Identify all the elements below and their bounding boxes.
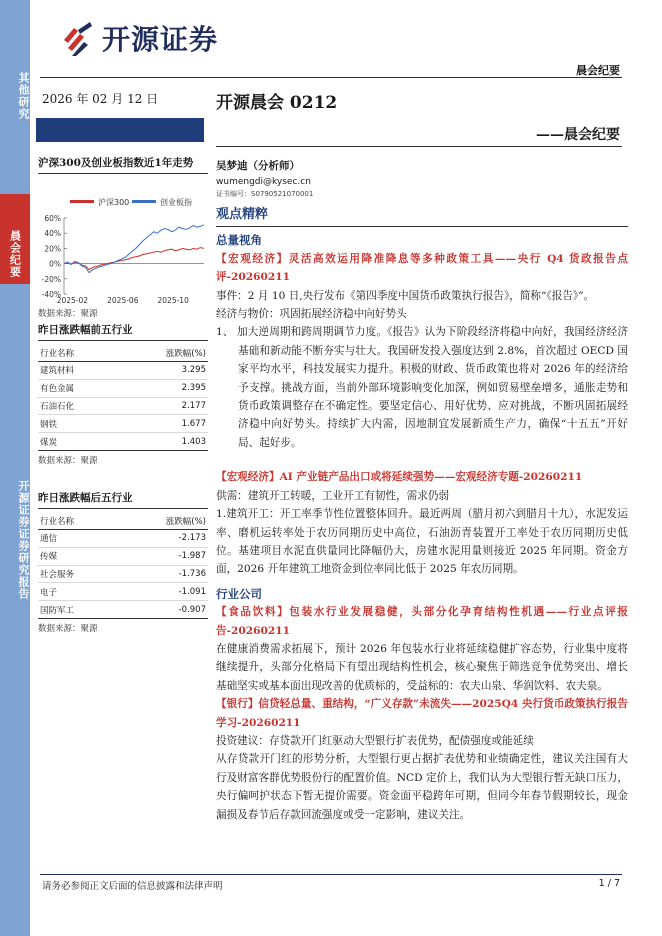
analyst-block [216, 158, 416, 199]
col-change: 涨跌幅(%) [117, 345, 208, 362]
paragraph: 供需：建筑开工转暖，工业开工有韧性，需求仍弱 [216, 489, 450, 502]
chart-source: 数据来源：聚源 [38, 309, 98, 319]
sidebar-label-report: 开源证券证券研究报告 [17, 480, 30, 600]
cell-industry: 社会服务 [38, 565, 117, 583]
col-industry: 行业名称 [38, 513, 117, 530]
main-content [216, 206, 628, 824]
analyst-name: 吴梦迪（分析师） [216, 160, 300, 172]
y-tick-label: 20% [44, 244, 61, 254]
cell-change: 3.295 [117, 362, 208, 380]
analyst-email[interactable]: wumengdi@kysec.cn [216, 177, 311, 187]
cell-change: -1.091 [117, 583, 208, 601]
title-bar [36, 118, 204, 142]
cell-change: -2.173 [117, 530, 208, 548]
cell-industry: 有色金属 [38, 379, 117, 397]
section-heading-macro: 总量视角 [216, 233, 262, 248]
col-change: 涨跌幅(%) [117, 513, 208, 530]
table-row [38, 547, 208, 565]
series-line [64, 248, 204, 270]
title-divider [216, 146, 622, 147]
y-tick-label: -40% [41, 290, 61, 299]
cell-industry: 电子 [38, 583, 117, 601]
table-row [38, 583, 208, 601]
table-row [38, 415, 208, 433]
paragraph: 1.建筑开工：开工率季节性位置整体回升。最近两周（腊月初六到腊月十九），水泥发运率、磨机运转率处于农历同期历史中高位，石油沥青装置开工率处于农历同期历史低位。基建项目水泥直供量同比降幅仍大，房建水泥用量则接近 2025 年同期。资金方面，2026 开年建筑工地资金到位率同比低于 2025 年农历同期。 [216, 508, 628, 576]
cell-change: 2.177 [117, 397, 208, 415]
list-item: 1、 加大逆周期和跨周期调节力度。《报告》认为下阶段经济将稳中向好，我国经济经济基础和新动能不断夯实与壮大。我国研发投入强度达到 2.8%，首次超过 OECD 国家平均水平，科技发展实力提升。积极的财政、货币政策也将对 2026 年的经济给予支撑。挑战方面，当前外部环境影响变化加深，例如贸易壁垒增多，通胀走势和货币政策调整存在不确定性。要坚定信心、用好优势、应对挑战，不断巩固拓展经济稳中向好势头。持续扩大内需，因地制宜发展新质生产力，确保“十五五”开好局、起好步。 [216, 326, 628, 449]
legend-swatch [70, 200, 94, 203]
report-date: 2026 年 02 月 12 日 [42, 92, 159, 106]
paragraph: 投资建议：存贷款开门红驱动大型银行扩表优势，配债强度或能延续 [216, 734, 534, 747]
cell-industry: 通信 [38, 530, 117, 548]
header-divider [40, 77, 622, 78]
section-heading-industry: 行业公司 [216, 586, 262, 601]
article-title[interactable]: 【银行】信贷轻总量、重结构，“广义存款”未流失——2025Q4 央行货币政策执行报告学习-20260211 [216, 698, 628, 729]
cell-industry: 钢铁 [38, 415, 117, 433]
cell-change: 1.403 [117, 433, 208, 451]
cell-change: -1.987 [117, 547, 208, 565]
losers-source: 数据来源：聚源 [38, 623, 98, 634]
y-tick-label: 40% [44, 229, 61, 239]
article-title[interactable]: 【宏观经济】AI 产业链产品出口或将延续强势——宏观经济专题-20260211 [216, 471, 583, 484]
chart-title: 沪深300及创业板指数近1年走势 [38, 155, 208, 174]
gainers-title: 昨日涨跌幅前五行业 [38, 322, 208, 341]
logo [58, 20, 218, 56]
section-heading-points: 观点精粹 [216, 206, 628, 227]
table-row [38, 433, 208, 451]
gainers-panel [38, 322, 208, 466]
cell-change: 2.395 [117, 379, 208, 397]
cell-change: 1.677 [117, 415, 208, 433]
paragraph: 事件：2 月 10 日,央行发布《第四季度中国货币政策执行报告》，简称“《报告》”。 [216, 289, 595, 302]
logo-text: 开源证券 [102, 23, 219, 56]
paragraph: 从存贷款开门红的形势分析，大型银行更占据扩表优势和业绩确定性，建议关注国有大行及财富客群优势股份行的配置价值。NCD 定价上，我们认为大型银行暂无缺口压力，央行偏呵护状态下暂无提价需要。资金面平稳跨年可期，但同今年春节假期较长，现金漏损及春节后存款回流强度或受一定影响，建议关注。 [216, 753, 628, 821]
cell-industry: 石油石化 [38, 397, 117, 415]
legend-label: 沪深300 [98, 198, 130, 207]
sidebar-label-other: 其他研究 [17, 72, 30, 120]
cell-industry: 建筑材料 [38, 362, 117, 380]
index-chart-panel [38, 155, 208, 319]
header-tag: 晨会纪要 [576, 64, 620, 77]
report-subtitle: ——晨会纪要 [536, 127, 620, 143]
cell-change: -0.907 [117, 601, 208, 619]
table-row [38, 565, 208, 583]
legend-label: 创业板指 [160, 198, 192, 207]
x-tick-label: 2025-10 [157, 296, 189, 304]
article-title[interactable]: 【宏观经济】灵活高效运用降准降息等多种政策工具——央行 Q4 货政报告点评-20260211 [216, 252, 628, 284]
x-tick-label: 2025-06 [107, 296, 139, 304]
table-row [38, 530, 208, 548]
cell-industry: 传媒 [38, 547, 117, 565]
footer-divider [40, 874, 622, 875]
cell-industry: 煤炭 [38, 433, 117, 451]
index-line-chart [38, 174, 208, 304]
table-row [38, 397, 208, 415]
cell-industry: 国防军工 [38, 601, 117, 619]
losers-panel [38, 490, 208, 634]
paragraph: 经济与物价：巩固拓展经济稳中向好势头 [216, 308, 407, 321]
table-row [38, 379, 208, 397]
y-tick-label: 60% [44, 214, 61, 223]
x-tick-label: 2025-02 [56, 296, 89, 304]
analyst-cert: 证书编号：S0790521070001 [216, 190, 314, 198]
y-tick-label: 0% [49, 259, 61, 269]
col-industry: 行业名称 [38, 345, 117, 362]
brand-mark-icon [58, 20, 98, 56]
table-row [38, 362, 208, 380]
legend-swatch [132, 200, 156, 203]
y-tick-label: -20% [41, 274, 61, 284]
gainers-table [38, 345, 208, 451]
sidebar-label-morning: 晨会纪要 [0, 194, 30, 284]
losers-table [38, 513, 208, 619]
losers-title: 昨日涨跌幅后五行业 [38, 490, 208, 509]
footer-disclaimer: 请务必参阅正文后面的信息披露和法律声明 [42, 881, 223, 892]
page-number: 1 / 7 [598, 878, 620, 889]
article-title[interactable]: 【食品饮料】包装水行业发展稳健，头部分化孕育结构性机遇——行业点评报告-20260211 [216, 606, 628, 637]
table-row [38, 601, 208, 619]
gainers-source: 数据来源：聚源 [38, 455, 98, 466]
sidebar [0, 0, 30, 936]
paragraph: 在健康消费需求拓展下，预计 2026 年包装水行业将延续稳健扩容态势，行业集中度将继续提升，头部分化格局下有望出现结构性机会，核心聚焦于筛选竞争优势突出、增长基础坚实或基本面出现改善的优质标的，受益标的：农夫山泉、华润饮料、农夫泉。 [216, 642, 628, 692]
report-title: 开源晨会 0212 [216, 93, 338, 113]
cell-change: -1.736 [117, 565, 208, 583]
